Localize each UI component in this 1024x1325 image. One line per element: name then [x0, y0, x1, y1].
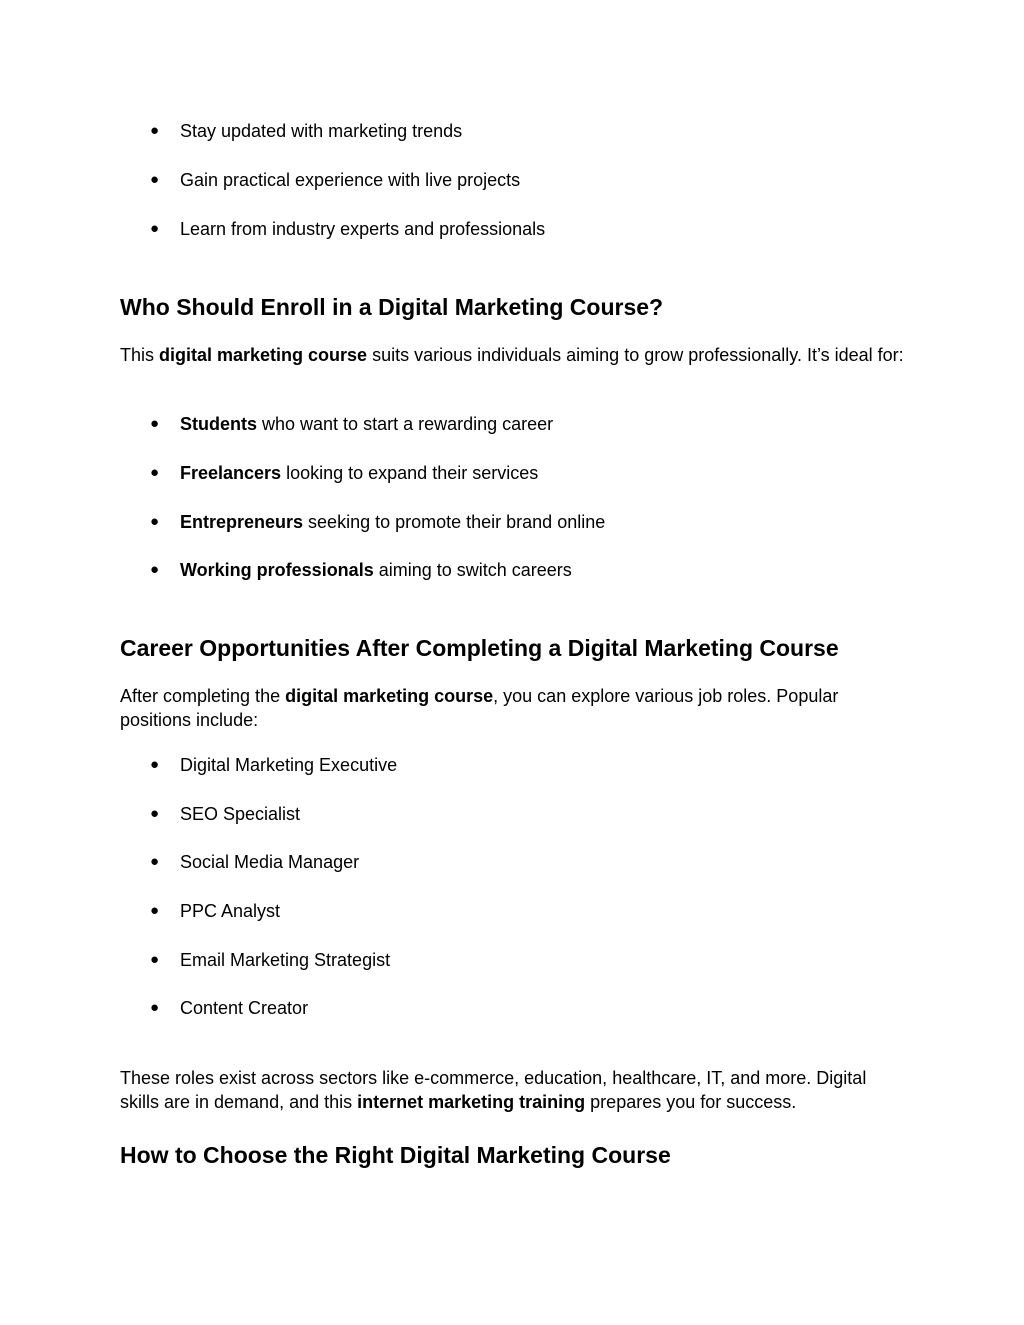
career-closing-paragraph	[120, 1066, 910, 1114]
bullet-icon: ●	[150, 999, 160, 1016]
list-item	[150, 850, 359, 874]
list-item-text: Learn from industry experts and professionals	[180, 219, 546, 239]
list-item-text	[180, 412, 553, 436]
list-item-text	[180, 461, 538, 485]
enroll-intro-paragraph	[120, 343, 910, 367]
list-item-rest: looking to expand their services	[281, 463, 539, 483]
career-closing-bold: internet marketing training	[357, 1092, 586, 1112]
bullet-icon: ●	[150, 561, 160, 578]
section-heading-career: Career Opportunities After Completing a Digital Marketing Course	[120, 635, 839, 661]
list-item-bold: Freelancers	[180, 463, 282, 483]
list-item	[150, 510, 605, 534]
list-item-rest: aiming to switch careers	[373, 560, 572, 580]
list-item	[150, 899, 280, 923]
list-item	[150, 948, 390, 972]
bullet-icon: ●	[150, 951, 160, 968]
list-item-text: Content Creator	[180, 998, 309, 1018]
career-intro-text: After completing the	[120, 686, 286, 706]
list-item-text: Stay updated with marketing trends	[180, 121, 463, 141]
bullet-icon: ●	[150, 513, 160, 530]
list-item-text: Social Media Manager	[180, 852, 360, 872]
list-item-text	[180, 510, 605, 534]
list-item	[150, 558, 572, 582]
list-item	[150, 412, 553, 436]
career-intro-text: , you can explore various job roles. Popular positions include:	[120, 686, 839, 730]
bullet-icon: ●	[150, 756, 160, 773]
bullet-icon: ●	[150, 122, 160, 139]
bullet-icon: ●	[150, 902, 160, 919]
list-item	[150, 753, 397, 777]
enroll-intro-text: This	[120, 345, 160, 365]
bullet-icon: ●	[150, 220, 160, 237]
list-item-rest: who want to start a rewarding career	[257, 414, 554, 434]
bullet-icon: ●	[150, 464, 160, 481]
section-heading-enroll: Who Should Enroll in a Digital Marketing Course?	[120, 294, 664, 320]
list-item	[150, 168, 520, 192]
list-item-text: Email Marketing Strategist	[180, 950, 391, 970]
list-item-bold: Students	[180, 414, 258, 434]
list-item-text: Digital Marketing Executive	[180, 755, 398, 775]
bullet-icon: ●	[150, 853, 160, 870]
list-item	[150, 217, 545, 241]
career-closing-text: prepares you for success.	[585, 1092, 797, 1112]
career-intro-bold: digital marketing course	[285, 686, 494, 706]
list-item	[150, 119, 462, 143]
career-intro-paragraph	[120, 684, 910, 732]
bullet-icon: ●	[150, 415, 160, 432]
list-item-text: PPC Analyst	[180, 901, 281, 921]
enroll-intro-bold: digital marketing course	[159, 345, 368, 365]
list-item-bold: Entrepreneurs	[180, 512, 304, 532]
list-item	[150, 996, 308, 1020]
list-item-text: SEO Specialist	[180, 804, 301, 824]
list-item-text	[180, 558, 572, 582]
list-item-rest: seeking to promote their brand online	[303, 512, 606, 532]
list-item	[150, 802, 300, 826]
section-heading-choose: How to Choose the Right Digital Marketing Course	[120, 1142, 671, 1168]
bullet-icon: ●	[150, 805, 160, 822]
bullet-icon: ●	[150, 171, 160, 188]
list-item-text: Gain practical experience with live projects	[180, 170, 521, 190]
list-item-bold: Working professionals	[180, 560, 374, 580]
career-closing-text: These roles exist across sectors like e-commerce, education, healthcare, IT, and more. Digital skills are in demand, and this	[120, 1068, 867, 1112]
list-item	[150, 461, 538, 485]
enroll-intro-text: suits various individuals aiming to grow professionally. It’s ideal for:	[367, 345, 904, 365]
